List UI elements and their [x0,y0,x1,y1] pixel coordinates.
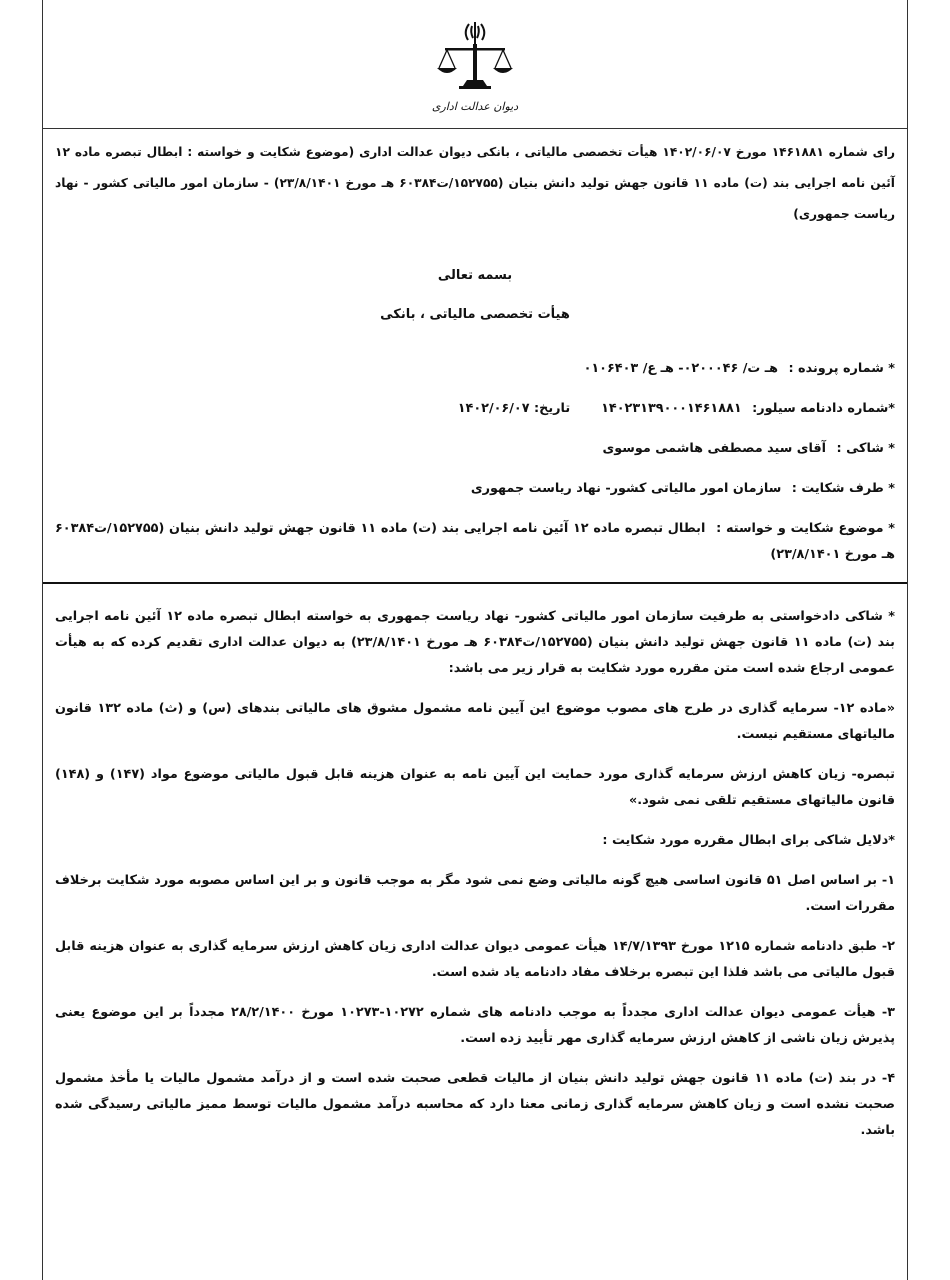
defendant-value: سازمان امور مالیاتی کشور- نهاد ریاست جمهوری [470,481,782,496]
document-frame [42,0,908,1280]
plaintiff-value: آقای سید مصطفی هاشمی موسوی [602,441,827,456]
plaintiff-label: * شاکی : [836,441,895,456]
case-number-label: * شماره پرونده : [788,361,895,376]
subject-label: * موضوع شکایت و خواسته : [716,521,895,536]
body-paragraph-reason-4: ۴- در بند (ت) ماده ۱۱ قانون جهش تولید دانش بنیان از مالیات قطعی صحبت شده است و از درآمد مشمول مالیات یا مأخذ مشمول صحبت نشده است و زیان کاهش سرمایه گذاری زمانی معنا دارد که محاسبه درآمد مشمول مالیات توسط ممیز مالیاتی رسیدگی شده باشد. [55,1071,895,1138]
ruling-title: رای شماره ۱۴۶۱۸۸۱ مورخ ۱۴۰۲/۰۶/۰۷ هیأت تخصصی مالیاتی ، بانکی دیوان عدالت اداری (موضوع شکایت و خواسته : ابطال تبصره ماده ۱۲ آئین نامه اجرایی بند (ت) ماده ۱۱ قانون جهش تولید دانش بنیان (۱۵۲۷۵۵/ت۶۰۳۸۴ هـ مورخ ۲۳/۸/۱۴۰۱) - سازمان امور مالیاتی کشور - نهاد ریاست جمهوری) [55,145,895,221]
body-paragraph-reasons-heading: *دلایل شاکی برای ابطال مقرره مورد شکایت : [602,833,895,848]
body-paragraph-reason-2: ۲- طبق دادنامه شماره ۱۲۱۵ مورخ ۱۴/۷/۱۳۹۳ هیأت عمومی دیوان عدالت اداری زیان کاهش ارزش سرمایه گذاری به عنوان هزینه قابل قبول مالیاتی می باشد فلذا این تبصره برخلاف مفاد دادنامه یاد شده است. [55,939,895,980]
ruling-date-label: تاریخ: [534,401,571,416]
case-number-value: هـ ت/ ۰۲۰۰۰۴۶- هـ ع/ ۰۱۰۶۴۰۳ [583,361,778,376]
body-paragraph-article-12: «ماده ۱۲- سرمایه گذاری در طرح های مصوب موضوع این آیین نامه مشمول مشوق های مالیاتی بندهای (س) و (ث) ماده ۱۳۲ قانون مالیاتهای مستقیم نیست. [55,701,895,742]
bismillah-heading: بسمه تعالی [437,268,513,283]
ruling-date-value: ۱۴۰۲/۰۶/۰۷ [457,401,530,416]
defendant-label: * طرف شکایت : [791,481,895,496]
panel-name-heading: هیأت تخصصی مالیاتی ، بانکی [380,307,570,322]
iran-emblem-scales-of-justice-icon [433,18,517,102]
ruling-number-value: ۱۴۰۲۳۱۳۹۰۰۰۱۴۶۱۸۸۱ [601,401,742,416]
body-paragraph-petition: * شاکی دادخواستی به طرفیت سازمان امور مالیاتی کشور- نهاد ریاست جمهوری به خواسته ابطال تبصره ماده ۱۲ آئین نامه اجرایی بند (ت) ماده ۱۱ قانون جهش تولید دانش بنیان (۱۵۲۷۵۵/ت۶۰۳۸۴ هـ مورخ ۲۳/۸/۱۴۰۱) به دیوان عدالت اداری تقدیم کرده که به هیأت عمومی ارجاع شده است متن مقرره مورد شکایت به قرار زیر می باشد: [55,609,895,676]
defendant-field [55,476,895,502]
document-body [43,129,907,1144]
ruling-number-label: *شماره دادنامه سیلور: [752,401,895,416]
body-paragraph-reason-1: ۱- بر اساس اصل ۵۱ قانون اساسی هیچ گونه مالیاتی وضع نمی شود مگر به موجب قانون و بر این اساس مصوبه مورد شکایت برخلاف مقررات است. [55,873,895,914]
subject-field [55,516,895,568]
body-paragraph-reason-3: ۳- هیأت عمومی دیوان عدالت اداری مجدداً به موجب دادنامه های شماره ۱۰۲۷۲-۱۰۲۷۳ مورخ ۲۸/۲/۱۴۰۰ مجدداً بر این موضوع یعنی پذیرش زیان ناشی از کاهش ارزش سرمایه گذاری مهر تأیید زده است. [55,1005,895,1046]
ruling-number-field [55,396,895,422]
section-divider [43,582,907,584]
subject-value: ابطال تبصره ماده ۱۲ آئین نامه اجرایی بند (ت) ماده ۱۱ قانون جهش تولید دانش بنیان (۱۵۲۷۵۵/ت۶۰۳۸۴ هـ مورخ ۲۳/۸/۱۴۰۱) [55,521,895,562]
case-number-field [55,356,895,382]
case-fields [55,356,895,568]
document-header [43,0,907,129]
court-name: دیوان عدالت اداری [431,100,519,113]
plaintiff-field [55,436,895,462]
body-paragraph-note: تبصره- زیان کاهش ارزش سرمایه گذاری مورد حمایت این آیین نامه به عنوان هزینه قابل قبول مالیاتی موضوع مواد (۱۴۷) و (۱۴۸) قانون مالیاتهای مستقیم تلقی نمی شود.» [55,767,895,808]
